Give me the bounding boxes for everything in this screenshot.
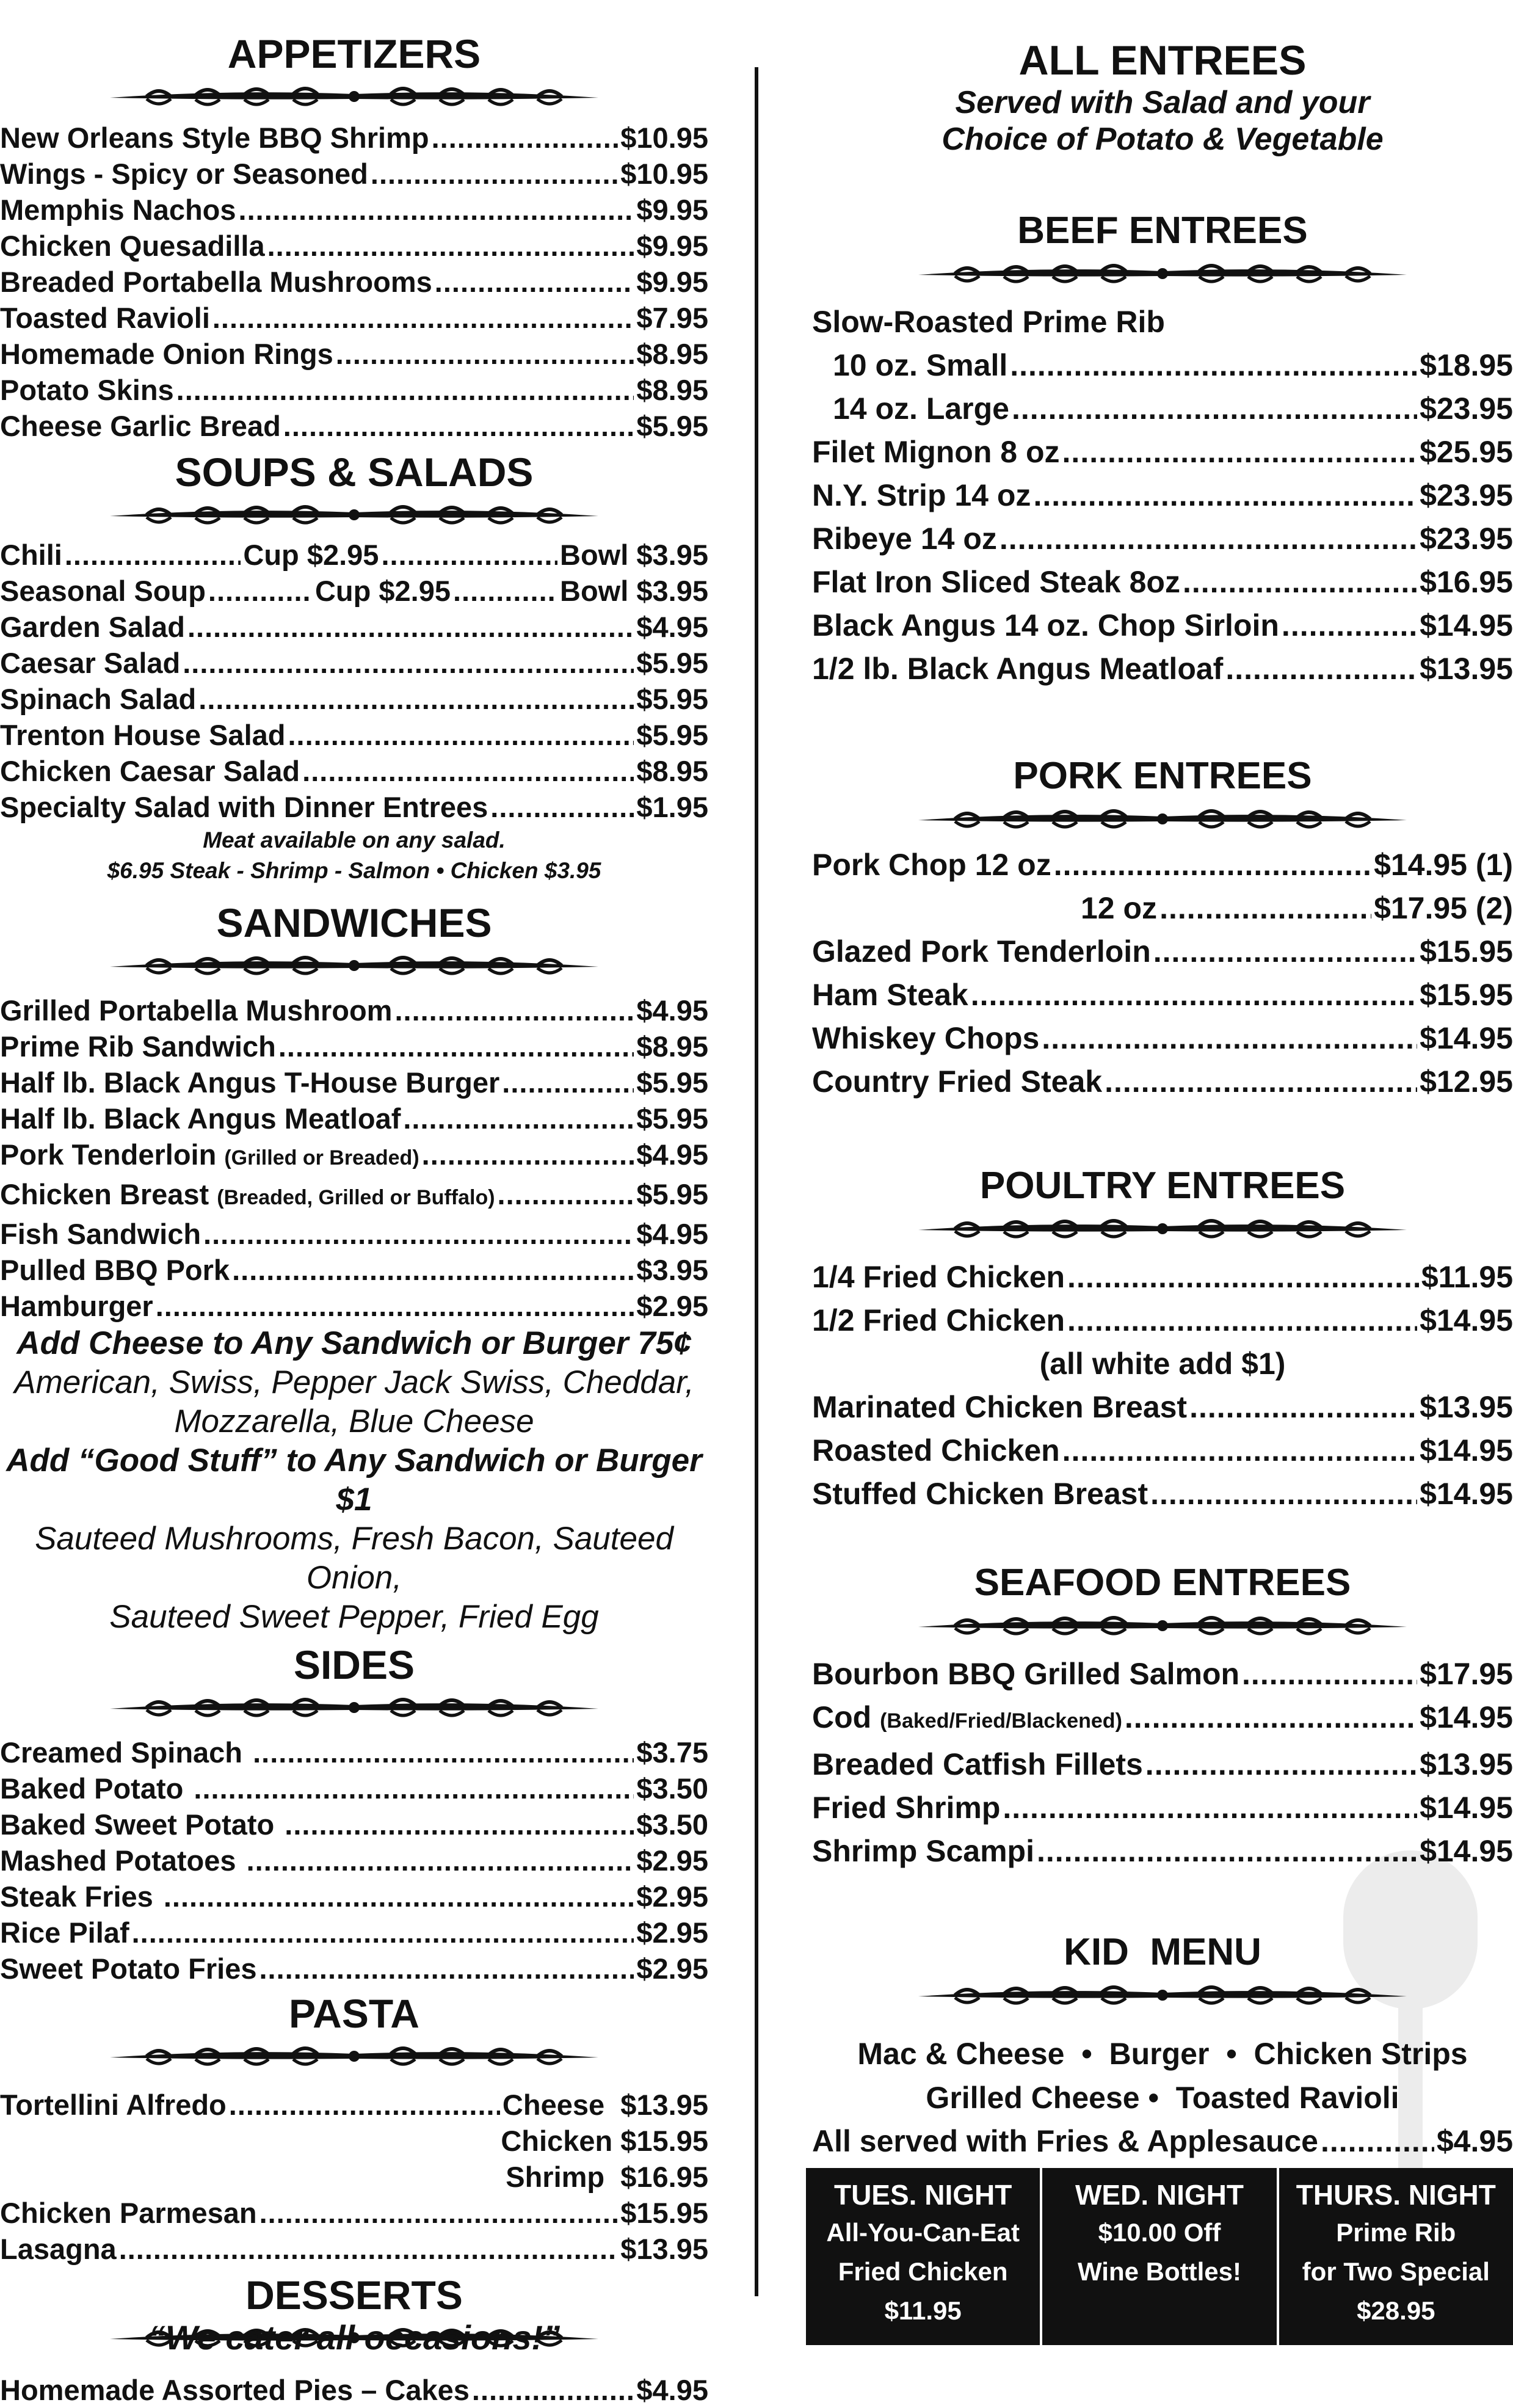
list-item: Toasted Ravioli ..... $7.95 [0,300,708,336]
soups-cup-list [0,537,708,609]
list-item: Lasagna ..... $13.95 [0,2231,708,2267]
pasta-tortellini [0,2087,708,2195]
list-item: 1/4 Fried Chicken ..... $11.95 [812,1256,1513,1299]
list-item: Wings - Spicy or Seasoned ..... $10.95 [0,156,708,192]
list-item: Marinated Chicken Breast ..... $13.95 [812,1386,1513,1429]
list-item: Homemade Onion Rings ..... $8.95 [0,336,708,372]
good-stuff-line-1: Sauteed Mushrooms, Fresh Bacon, Sauteed Onion, [35,1521,673,1596]
kid-line-3: All served with Fries & Applesauce ..... $4.95 [812,2120,1513,2163]
flourish-divider-icon [912,1210,1413,1247]
list-item: 10 oz. Small ..... $18.95 [812,344,1513,387]
kid-line-1: Mac & Cheese • Burger • Chicken Strips [857,2037,1468,2071]
list-item: Cheese Garlic Bread ..... $5.95 [0,408,708,444]
sandwiches-title: SANDWICHES [216,900,492,945]
list-item: Chicken Caesar Salad ..... $8.95 [0,753,708,789]
appetizers-title: APPETIZERS [227,31,481,76]
cater-tagline: “We cater all occasions!” [148,2318,561,2357]
list-item: Whiskey Chops ..... $14.95 [812,1017,1513,1060]
special-thursday: THURS. NIGHT Prime Rib for Two Special $28.95 [1277,2168,1513,2345]
list-item: Steak Fries ..... $2.95 [0,1879,708,1915]
list-item: Creamed Spinach ..... $3.75 [0,1734,708,1770]
list-item: Spinach Salad ..... $5.95 [0,681,708,717]
cheese-line-2: Mozzarella, Blue Cheese [174,1403,534,1439]
beef-title: BEEF ENTREES [1017,209,1308,252]
flourish-divider-icon [104,1689,604,1726]
flourish-divider-icon [912,1607,1413,1644]
list-item: Flat Iron Sliced Steak 8oz ..... $16.95 [812,561,1513,604]
all-entrees-title: ALL ENTREES [1018,37,1307,84]
list-item: Pork Tenderloin (Grilled or Breaded) ..... $4.95 [0,1137,708,1176]
list-item: Roasted Chicken ..... $14.95 [812,1429,1513,1472]
list-item: Hamburger ..... $2.95 [0,1288,708,1324]
poultry-title: POULTRY ENTREES [979,1165,1346,1207]
soup-note-2: $6.95 Steak - Shrimp - Salmon • Chicken $3.95 [107,858,601,883]
list-item: Shrimp Scampi ..... $14.95 [812,1830,1513,1873]
cheese-line-1: American, Swiss, Pepper Jack Swiss, Cheddar, [14,1364,694,1400]
flourish-divider-icon [104,2038,604,2075]
nightly-specials [806,2168,1513,2345]
list-item: Half lb. Black Angus T-House Burger ..... $5.95 [0,1064,708,1100]
right-column [812,0,1513,2163]
cheese-title: Add Cheese to Any Sandwich or Burger 75¢ [16,1325,692,1361]
list-item: Chicken Breast (Breaded, Grilled or Buffalo) ..... $5.95 [0,1176,708,1216]
special-wednesday: WED. NIGHT $10.00 Off Wine Bottles! [1040,2168,1276,2345]
sides-list [0,1734,708,1987]
list-item: Chicken Parmesan ..... $15.95 [0,2195,708,2231]
good-stuff-line-2: Sauteed Sweet Pepper, Fried Egg [109,1599,599,1635]
list-item: Potato Skins ..... $8.95 [0,372,708,408]
special-tuesday: TUES. NIGHT All-You-Can-Eat Fried Chicken $11.95 [826,2179,1020,2325]
all-entrees-sub-1: Served with Salad and your [955,85,1370,120]
list-item: Fried Shrimp ..... $14.95 [812,1786,1513,1830]
list-item: Baked Potato ..... $3.50 [0,1770,708,1806]
list-item: Breaded Portabella Mushrooms ..... $9.95 [0,264,708,300]
seafood-title: SEAFOOD ENTREES [974,1562,1351,1604]
list-item: Trenton House Salad ..... $5.95 [0,717,708,753]
list-item: Homemade Assorted Pies – Cakes ..... $4.95 [0,2372,708,2408]
pork-chops [812,843,1513,930]
beef-list [812,344,1513,691]
list-item: Glazed Pork Tenderloin ..... $15.95 [812,930,1513,973]
kid-menu-title: KID MENU [1064,1931,1261,1973]
good-stuff-title: Add “Good Stuff” to Any Sandwich or Burger $1 [6,1442,702,1518]
flourish-divider-icon [912,801,1413,837]
all-entrees-sub-2: Choice of Potato & Vegetable [942,122,1384,157]
list-item: Half lb. Black Angus Meatloaf ..... $5.95 [0,1100,708,1137]
flourish-divider-icon [104,497,604,533]
list-item: Stuffed Chicken Breast ..... $14.95 [812,1472,1513,1516]
kid-line-2: Grilled Cheese • Toasted Ravioli [926,2081,1399,2115]
list-item: Prime Rib Sandwich ..... $8.95 [0,1028,708,1064]
list-item: Sweet Potato Fries ..... $2.95 [0,1951,708,1987]
list-item: Chili ..... Cup $2.95 ..... Bowl $3.95 [0,537,708,573]
poultry-note: (all white add $1) [1039,1347,1286,1381]
list-item: 14 oz. Large ..... $23.95 [812,387,1513,431]
desserts-list [0,2372,708,2408]
pork-title: PORK ENTREES [1013,755,1312,797]
list-item: Country Fried Steak ..... $12.95 [812,1060,1513,1104]
list-item: Chicken Quesadilla ..... $9.95 [0,228,708,264]
appetizers-list [0,120,708,444]
list-item: New Orleans Style BBQ Shrimp ..... $10.95 [0,120,708,156]
list-item: 1/2 lb. Black Angus Meatloaf ..... $13.95 [812,647,1513,691]
sandwich-list [0,992,708,1324]
fork-watermark-icon [1319,1850,1502,2168]
list-item: Pulled BBQ Pork ..... $3.95 [0,1252,708,1288]
list-item: Specialty Salad with Dinner Entrees ..... $1.95 [0,789,708,825]
list-item: Caesar Salad ..... $5.95 [0,645,708,681]
list-item: Black Angus 14 oz. Chop Sirloin ..... $14.95 [812,604,1513,647]
soups-title: SOUPS & SALADS [175,449,534,495]
list-item: Fish Sandwich ..... $4.95 [0,1216,708,1252]
left-column [0,0,708,2408]
list-item: Filet Mignon 8 oz ..... $25.95 [812,431,1513,474]
list-item: Memphis Nachos ..... $9.95 [0,192,708,228]
list-item: Tortellini Alfredo ..... Cheese $13.95 [0,2087,708,2123]
list-item: Grilled Portabella Mushroom ..... $4.95 [0,992,708,1028]
pasta-list [0,2195,708,2267]
list-item: Rice Pilaf ..... $2.95 [0,1915,708,1951]
list-item: N.Y. Strip 14 oz ..... $23.95 [812,474,1513,517]
list-item: Pork Chop 12 oz ..... $14.95 (1) [812,843,1513,887]
pork-list [812,930,1513,1104]
sides-title: SIDES [293,1642,415,1687]
list-item: Ribeye 14 oz ..... $23.95 [812,517,1513,561]
list-item: Chicken $15.95 [501,2125,708,2157]
list-item: Ham Steak ..... $15.95 [812,973,1513,1017]
flourish-divider-icon [104,78,604,115]
list-item: Garden Salad ..... $4.95 [0,609,708,645]
list-item: Seasonal Soup ..... Cup $2.95 ..... Bowl $3.95 [0,573,708,609]
flourish-divider-icon [104,947,604,984]
list-item: Baked Sweet Potato ..... $3.50 [0,1806,708,1842]
list-item: Mashed Potatoes ..... $2.95 [0,1842,708,1879]
soup-note-1: Meat available on any salad. [203,828,506,853]
beef-header: Slow-Roasted Prime Rib [812,305,1165,339]
list-item: Bourbon BBQ Grilled Salmon ..... $17.95 [812,1653,1513,1696]
flourish-divider-icon [912,255,1413,292]
list-item: Cod (Baked/Fried/Blackened) ..... $14.95 [812,1696,1513,1743]
poultry-list-b [812,1386,1513,1516]
soups-list [0,609,708,825]
poultry-list-a [812,1256,1513,1342]
list-item: Breaded Catfish Fillets ..... $13.95 [812,1743,1513,1786]
list-item: 1/2 Fried Chicken ..... $14.95 [812,1299,1513,1342]
desserts-title: DESSERTS [245,2272,463,2318]
pasta-title: PASTA [289,1991,419,2036]
column-divider [755,67,758,2296]
list-item: Shrimp $16.95 [506,2161,708,2193]
seafood-list [812,1653,1513,1873]
list-item: 12 oz ..... $17.95 (2) [812,887,1513,930]
